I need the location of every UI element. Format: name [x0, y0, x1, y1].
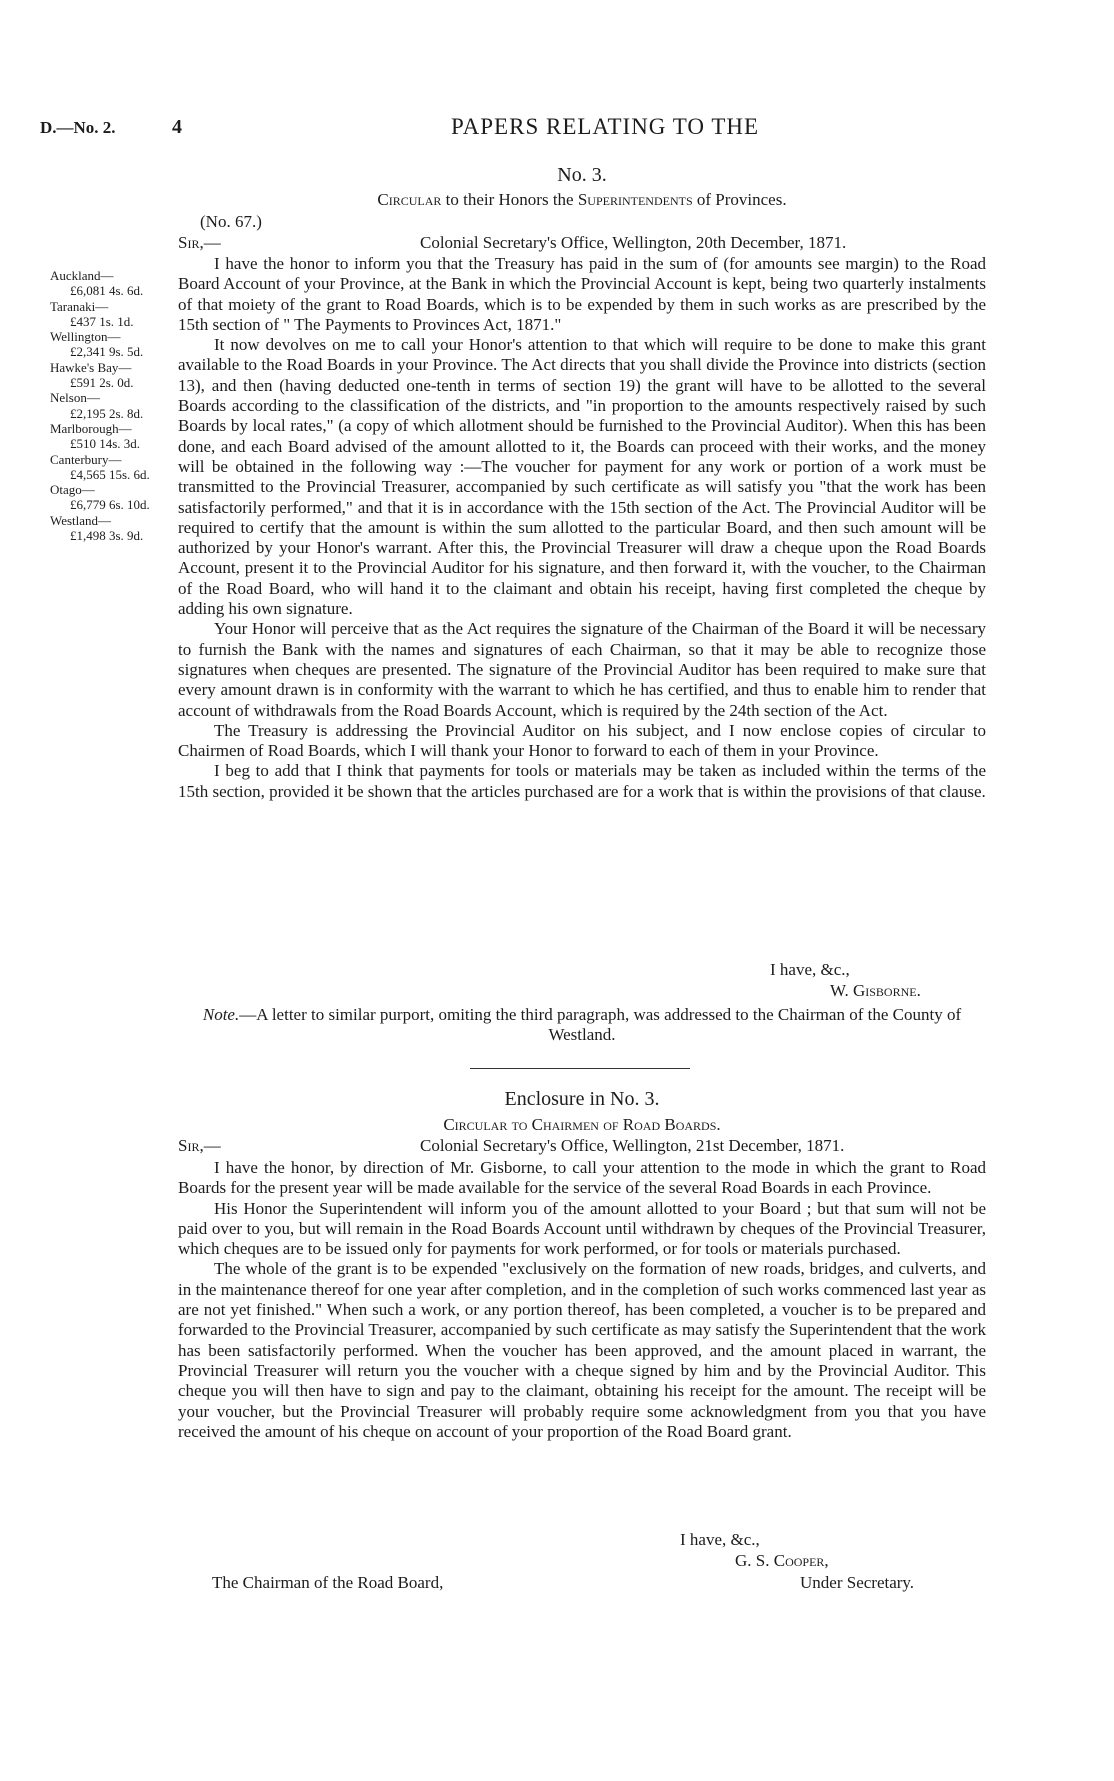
- enclosure-title: Enclosure in No. 3.: [504, 1088, 660, 1110]
- margin-province: Auckland—: [50, 268, 114, 283]
- margin-province: Canterbury—: [50, 451, 122, 467]
- margin-amount: £437 1s. 1d.: [70, 313, 134, 329]
- closing: I have, &c.,: [770, 960, 850, 979]
- letter-paragraph: I have the honor to inform you that the Treasury has paid in the sum of (for amounts see margin) to the Road Board Account of your Province, at the Bank in which the Provincial Account is kept, being two quarterly instalments of that moiety of the grant to Road Boards, which is to be expended by them in such works as are prescribed by the 15th section of " The Payments to Provinces Act, 1871.": [178, 254, 986, 334]
- margin-amount: £591 2s. 0d.: [70, 375, 134, 391]
- enclosure-heading: Circular to Chairmen of Road Boards.: [443, 1115, 721, 1134]
- margin-province: Westland—: [50, 512, 112, 528]
- margin-amount: £4,565 15s. 6d.: [70, 466, 150, 482]
- enclosure-paragraph: The whole of the grant is to be expended "exclusively on the formation of new roads, bridges, and culverts, and in the maintenance thereof for one year after completion, and in the completion of such works commenced last year as are not yet finished." When such a work, or any portion thereof, has been completed, a voucher is to be prepared and forwarded to the Provincial Treasurer, accompanied by such certificate as may satisfy the Superintendent that the work has been satisfactorily performed. When the voucher has been approved, and the amount placed in warrant, the Provincial Treasurer will return you the voucher with a cheque signed by him and by the Provincial Auditor. This cheque you will then have to sign and pay to the claimant, obtaining his receipt for the amount. The receipt will be your voucher, but the Provincial Treasurer will probably require some acknowledgment from you that you have received the amount of his cheque on account of your proportion of the Road Board grant.: [178, 1259, 986, 1441]
- margin-amount: £2,341 9s. 5d.: [70, 344, 144, 360]
- enclosure-paragraph: His Honor the Superintendent will inform you of the amount allotted to your Board ; but that sum will not be paid over to you, but will remain in the Road Boards Account until withdrawn by cheques of the Provincial Treasurer, which cheques are to be issued only for payments for work performed, or for tools or materials purchased.: [178, 1198, 986, 1259]
- margin-province: Hawke's Bay—: [50, 359, 132, 375]
- page-number: 4: [172, 116, 182, 138]
- letter-number: No. 3.: [557, 164, 607, 186]
- note-text: —A letter to similar purport, omiting the third paragraph, was addressed to the Chairman of the County of Westland.: [239, 1005, 962, 1045]
- signature-title: Under Secretary.: [800, 1573, 915, 1592]
- salutation: Sir,—: [178, 233, 221, 252]
- addressee: The Chairman of the Road Board,: [212, 1573, 444, 1592]
- signature: W. Gisborne.: [830, 981, 921, 1000]
- margin-province: Wellington—: [50, 329, 121, 345]
- margin-amount: £2,195 2s. 8d.: [70, 405, 144, 421]
- circular-heading: Circular to their Honors the Superintendents of Provinces.: [377, 190, 787, 209]
- enclosure-salutation: Sir,—: [178, 1136, 221, 1155]
- margin-amount: £1,498 3s. 9d.: [70, 528, 144, 544]
- margin-amount: £510 14s. 3d.: [70, 436, 141, 452]
- margin-amounts: [50, 268, 176, 543]
- running-title: PAPERS RELATING TO THE: [450, 114, 760, 139]
- letter-body: [178, 254, 986, 802]
- letter-reference: (No. 67.): [200, 212, 262, 231]
- margin-province: Nelson—: [50, 390, 100, 406]
- enclosure-signature: G. S. Cooper,: [735, 1551, 829, 1570]
- document-reference: D.—No. 2.: [40, 118, 116, 137]
- margin-amount: £6,779 6s. 10d.: [70, 497, 150, 513]
- letter-paragraph: The Treasury is addressing the Provincial Auditor on his subject, and I now enclose copies of circular to Chairmen of Road Boards, which I will thank your Honor to forward to each of them in your Province.: [178, 720, 986, 761]
- margin-province: Marlborough—: [50, 420, 132, 436]
- note-label: Note.: [202, 1005, 240, 1024]
- dateline: Colonial Secretary's Office, Wellington, 20th December, 1871.: [420, 233, 847, 252]
- enclosure-closing: I have, &c.,: [680, 1530, 760, 1549]
- section-divider: [470, 1068, 690, 1069]
- letter-paragraph: I beg to add that I think that payments for tools or materials may be taken as included within the terms of the 15th section, provided it be shown that the articles purchased are for a work that is within the provisions of that clause.: [178, 761, 986, 801]
- letter-paragraph: It now devolves on me to call your Honor's attention to that which will require to be done to make this grant available to the Road Boards in your Province. The Act directs that you shall divide the Province into districts (section 13), and then (having deducted one-tenth in terms of section 19) the grant will have to be allotted to the several Boards according to the classification of the districts, and "in proportion to the amounts respectively raised by such Boards by local rates," (a copy of which allotment should be furnished to the Provincial Auditor). When this has been done, and each Board advised of the amount allotted to it, the Boards can proceed with their works, and the money will be obtained in the following way :—The voucher for payment for any work or portion of a work must be transmitted to the Provincial Treasurer, accompanied by such certificate as will satisfy you "that the work has been satisfactorily performed," and that it is in accordance with the 15th section of the Act. The Provincial Auditor will be required to certify that the amount is within the sum allotted to the particular Board, and then such amount will be authorized by your Honor's warrant. After this, the Provincial Treasurer will draw a cheque upon the Road Boards Account, present it to the Provincial Auditor for his signature, and then forward it, with the voucher, to the Chairman of the Road Board, who will hand it to the claimant and obtain his receipt, having first completed the cheque by adding his own signature.: [178, 335, 986, 619]
- margin-amount: £6,081 4s. 6d.: [70, 283, 144, 299]
- margin-province: Taranaki—: [50, 298, 109, 314]
- letter-paragraph: Your Honor will perceive that as the Act requires the signature of the Chairman of the Board it will be necessary to furnish the Bank with the names and signatures of each Chairman, so that it may be able to recognize those signatures when cheques are presented. The signature of the Provincial Auditor has been required to make sure that every amount drawn is in conformity with the warrant to which he has certified, and thus to enable him to render that account of withdrawals from the Road Boards Account, which is required by the 24th section of the Act.: [178, 619, 986, 720]
- enclosure-dateline: Colonial Secretary's Office, Wellington, 21st December, 1871.: [420, 1136, 845, 1155]
- note: [178, 1005, 986, 1046]
- enclosure-body: [178, 1158, 986, 1442]
- margin-province: Otago—: [50, 482, 95, 498]
- page-header: [40, 114, 1050, 148]
- enclosure-paragraph: I have the honor, by direction of Mr. Gisborne, to call your attention to the mode in which the grant to Road Boards for the present year will be made available for the service of the several Road Boards in each Province.: [178, 1158, 986, 1198]
